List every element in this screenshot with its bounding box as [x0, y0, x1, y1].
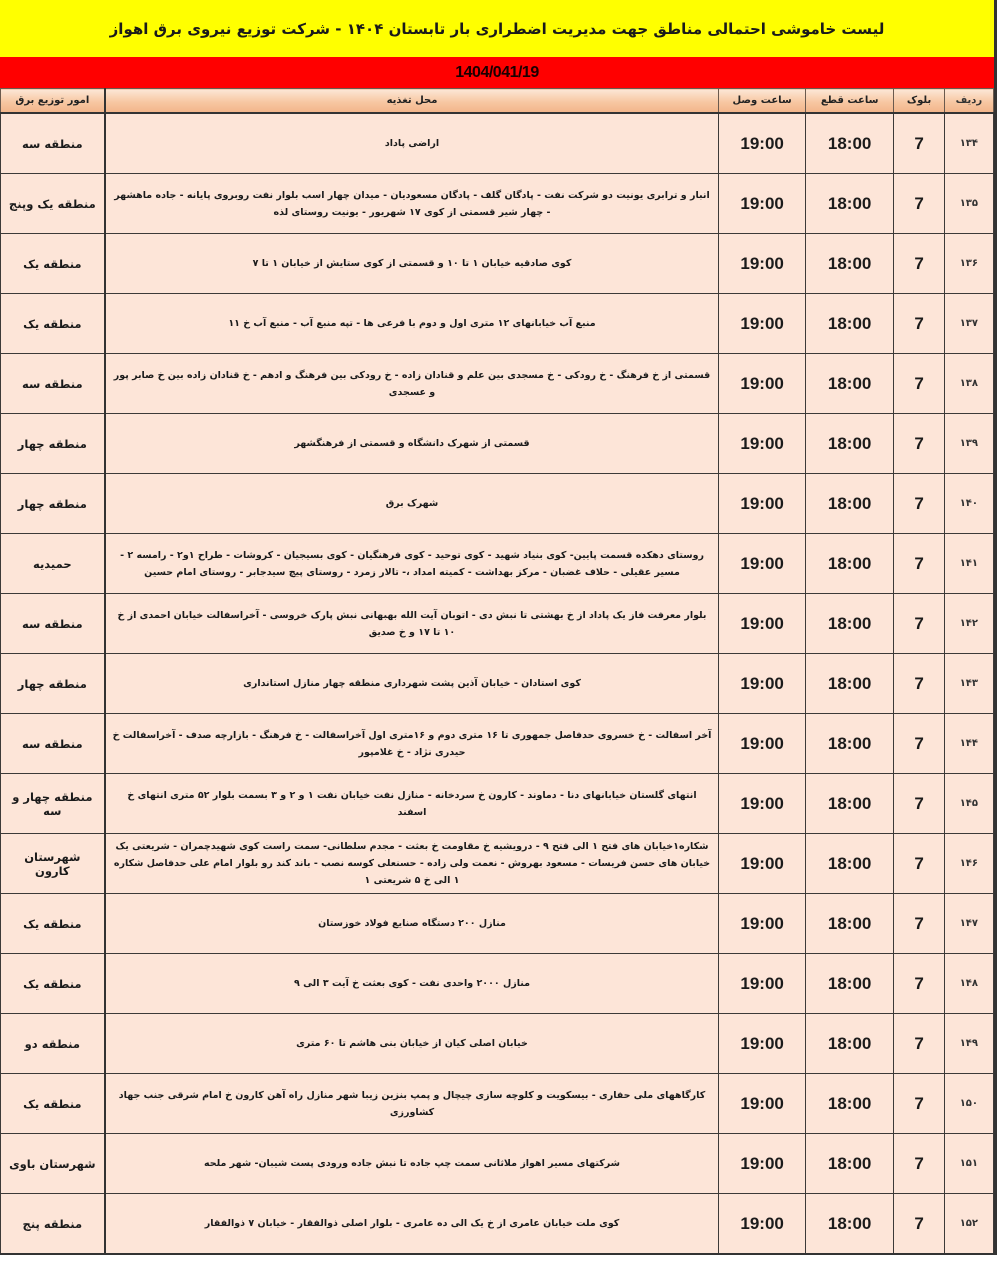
cell-radif: ۱۳۸: [944, 354, 993, 414]
cell-radif: ۱۴۴: [944, 714, 993, 774]
cell-cut-time: 18:00: [805, 354, 894, 414]
header-radif: ردیف: [944, 89, 993, 114]
cell-district: منطقه یک: [1, 1074, 105, 1134]
cell-radif: ۱۵۰: [944, 1074, 993, 1134]
cell-district: شهرستان باوی: [1, 1134, 105, 1194]
cell-connect-time: 19:00: [719, 1014, 806, 1074]
cell-radif: ۱۳۶: [944, 234, 993, 294]
table-row: [1, 1134, 994, 1194]
cell-cut-time: 18:00: [805, 113, 894, 174]
cell-cut-time: 18:00: [805, 534, 894, 594]
cell-radif: ۱۴۰: [944, 474, 993, 534]
table-row: [1, 414, 994, 474]
cell-radif: ۱۴۵: [944, 774, 993, 834]
cell-radif: ۱۳۹: [944, 414, 993, 474]
cell-block: 7: [894, 774, 944, 834]
cell-district: حمیدیه: [1, 534, 105, 594]
cell-radif: ۱۴۸: [944, 954, 993, 1014]
table-row: [1, 894, 994, 954]
cell-location: روستای دهکده قسمت پایین- کوی بنیاد شهید - کوی توحید - کوی فرهنگیان - کوی بسیجیان - کروشات - طراح ۱و۲ - رامسه ۲ - مسیر عقیلی - حلاف غضبان - مرکز بهداشت - کمیته امداد ،- تالار زمرد - روستای پیچ سیدجابر - روستای امام حسین: [105, 534, 719, 594]
cell-block: 7: [894, 534, 944, 594]
cell-location: انبار و ترابری یونیت دو شرکت نفت - پادگان گلف - پادگان مسعودیان - میدان چهار اسب بلوار نفت روبروی پایانه - جاده ماهشهر - چهار شیر قسمتی از کوی ۱۷ شهریور - یونیت روستای لذه: [105, 174, 719, 234]
cell-cut-time: 18:00: [805, 474, 894, 534]
cell-location: کوی صادقیه خیابان ۱ تا ۱۰ و قسمتی از کوی ستایش از خیابان ۱ تا ۷: [105, 234, 719, 294]
cell-location: شرکتهای مسیر اهواز ملاثانی سمت چپ جاده تا نبش جاده ورودی پست شیبان- شهر ملحه: [105, 1134, 719, 1194]
table-row: [1, 714, 994, 774]
table-row: [1, 534, 994, 594]
cell-district: شهرستان کارون: [1, 834, 105, 894]
cell-district: منطقه پنج: [1, 1194, 105, 1255]
cell-block: 7: [894, 474, 944, 534]
cell-district: منطقه یک وپنج: [1, 174, 105, 234]
cell-location: آخر اسفالت - خ خسروی حدفاصل جمهوری تا ۱۶ متری دوم و ۱۶متری اول آخراسفالت - خ فرهنگ - بازارچه صدف - آخراسفالت خ حیدری نژاد - خ غلامپور: [105, 714, 719, 774]
table-row: [1, 654, 994, 714]
cell-location: قسمتی از شهرک دانشگاه و قسمتی از فرهنگشهر: [105, 414, 719, 474]
schedule-date: 1404/041/19: [455, 63, 539, 81]
cell-block: 7: [894, 714, 944, 774]
cell-block: 7: [894, 594, 944, 654]
cell-block: 7: [894, 234, 944, 294]
cell-block: 7: [894, 1074, 944, 1134]
cell-block: 7: [894, 954, 944, 1014]
table-row: [1, 1074, 994, 1134]
cell-connect-time: 19:00: [719, 174, 806, 234]
cell-cut-time: 18:00: [805, 894, 894, 954]
cell-block: 7: [894, 654, 944, 714]
cell-district: منطقه چهار و سه: [1, 774, 105, 834]
table-row: [1, 834, 994, 894]
cell-location: کوی ملت خیابان عامری از خ یک الی ده عامری - بلوار اصلی ذوالفقار - خیابان ۷ ذوالفقار: [105, 1194, 719, 1255]
cell-radif: ۱۴۱: [944, 534, 993, 594]
cell-district: منطقه یک: [1, 894, 105, 954]
cell-connect-time: 19:00: [719, 834, 806, 894]
date-banner: [0, 57, 994, 88]
cell-connect-time: 19:00: [719, 594, 806, 654]
cell-location: شهرک برق: [105, 474, 719, 534]
cell-location: کارگاههای ملی حفاری - بیسکویت و کلوچه سازی چیچال و پمپ بنزین زیبا شهر منازل راه آهن کارون خ امام شرقی جنب جهاد کشاورزی: [105, 1074, 719, 1134]
header-cut-time: ساعت قطع: [805, 89, 894, 114]
cell-radif: ۱۳۷: [944, 294, 993, 354]
cell-radif: ۱۴۳: [944, 654, 993, 714]
table-row: [1, 234, 994, 294]
cell-radif: ۱۴۹: [944, 1014, 993, 1074]
cell-location: خیابان اصلی کیان از خیابان بنی هاشم تا ۶۰ متری: [105, 1014, 719, 1074]
cell-connect-time: 19:00: [719, 354, 806, 414]
cell-cut-time: 18:00: [805, 294, 894, 354]
cell-district: منطقه سه: [1, 113, 105, 174]
cell-connect-time: 19:00: [719, 1134, 806, 1194]
cell-cut-time: 18:00: [805, 954, 894, 1014]
cell-cut-time: 18:00: [805, 594, 894, 654]
cell-cut-time: 18:00: [805, 1014, 894, 1074]
cell-connect-time: 19:00: [719, 474, 806, 534]
cell-district: منطقه چهار: [1, 654, 105, 714]
cell-connect-time: 19:00: [719, 234, 806, 294]
cell-block: 7: [894, 414, 944, 474]
cell-location: اراضی پاداد: [105, 113, 719, 174]
cell-block: 7: [894, 294, 944, 354]
table-row: [1, 294, 994, 354]
cell-connect-time: 19:00: [719, 294, 806, 354]
table-header-row: [1, 89, 994, 114]
table-row: [1, 774, 994, 834]
cell-connect-time: 19:00: [719, 714, 806, 774]
cell-cut-time: 18:00: [805, 1194, 894, 1255]
table-row: [1, 474, 994, 534]
table-row: [1, 954, 994, 1014]
cell-connect-time: 19:00: [719, 654, 806, 714]
cell-connect-time: 19:00: [719, 1074, 806, 1134]
cell-connect-time: 19:00: [719, 113, 806, 174]
cell-district: منطقه سه: [1, 354, 105, 414]
cell-cut-time: 18:00: [805, 774, 894, 834]
table-row: [1, 354, 994, 414]
cell-location: منازل ۲۰۰ دستگاه صنایع فولاد خوزستان: [105, 894, 719, 954]
table-row: [1, 1014, 994, 1074]
header-district: امور توزیع برق: [1, 89, 105, 114]
table-row: [1, 1194, 994, 1255]
cell-connect-time: 19:00: [719, 414, 806, 474]
cell-block: 7: [894, 174, 944, 234]
cell-location: قسمتی از خ فرهنگ - خ رودکی - خ مسجدی بین علم و قنادان زاده - خ رودکی بین فرهنگ و ادهم - خ قنادان زاده بین خ صابر پور و عسجدی: [105, 354, 719, 414]
cell-radif: ۱۵۲: [944, 1194, 993, 1255]
cell-cut-time: 18:00: [805, 174, 894, 234]
cell-connect-time: 19:00: [719, 534, 806, 594]
cell-block: 7: [894, 354, 944, 414]
cell-block: 7: [894, 1134, 944, 1194]
cell-cut-time: 18:00: [805, 234, 894, 294]
title-banner: [0, 0, 994, 57]
document-title: لیست خاموشی احتمالی مناطق جهت مدیریت اضطراری بار تابستان ۱۴۰۴ - شرکت توزیع نیروی برق اهواز: [109, 19, 885, 38]
cell-connect-time: 19:00: [719, 774, 806, 834]
cell-location: منازل ۲۰۰۰ واحدی نفت - کوی بعثت خ آیت ۳ الی ۹: [105, 954, 719, 1014]
cell-district: منطقه چهار: [1, 474, 105, 534]
cell-radif: ۱۴۶: [944, 834, 993, 894]
cell-block: 7: [894, 113, 944, 174]
table-row: [1, 174, 994, 234]
cell-location: بلوار معرفت فاز یک پاداد از خ بهشتی تا نبش دی - اتوبان آیت الله بهبهانی نبش پارک خروسی - آخراسفالت خیابان احمدی از خ ۱۰ تا ۱۷ و خ صدیق: [105, 594, 719, 654]
cell-location: کوی استادان - خیابان آذین پشت شهرداری منطقه چهار منازل استانداری: [105, 654, 719, 714]
cell-location: منبع آب خیابانهای ۱۲ متری اول و دوم با فرعی ها - تپه منبع آب - منبع آب خ ۱۱: [105, 294, 719, 354]
cell-location: انتهای گلستان خیابانهای دنا - دماوند - کارون خ سردخانه - منازل نفت خیابان نفت ۱ و ۲ و ۳ بسمت بلوار ۵۲ متری انتهای خ اسفند: [105, 774, 719, 834]
cell-district: منطقه سه: [1, 594, 105, 654]
cell-district: منطقه یک: [1, 234, 105, 294]
cell-radif: ۱۵۱: [944, 1134, 993, 1194]
cell-cut-time: 18:00: [805, 1134, 894, 1194]
cell-district: منطقه یک: [1, 954, 105, 1014]
table-row: [1, 594, 994, 654]
header-block: بلوک: [894, 89, 944, 114]
cell-cut-time: 18:00: [805, 714, 894, 774]
outage-table: [0, 88, 994, 1255]
cell-connect-time: 19:00: [719, 1194, 806, 1255]
header-location: محل تغذیه: [105, 89, 719, 114]
cell-cut-time: 18:00: [805, 654, 894, 714]
cell-connect-time: 19:00: [719, 954, 806, 1014]
table-row: [1, 113, 994, 174]
cell-cut-time: 18:00: [805, 834, 894, 894]
cell-block: 7: [894, 894, 944, 954]
cell-district: منطقه سه: [1, 714, 105, 774]
cell-radif: ۱۴۲: [944, 594, 993, 654]
cell-radif: ۱۳۴: [944, 113, 993, 174]
cell-radif: ۱۴۷: [944, 894, 993, 954]
header-connect-time: ساعت وصل: [719, 89, 806, 114]
cell-district: منطقه یک: [1, 294, 105, 354]
cell-location: شکاره۱خیابان های فتح ۱ الی فتح ۹ - درویشیه خ مقاومت خ بعثت - مجدم سلطانی- سمت راست کوی شهیدچمران - شریعتی یک خیابان های حسن فریسات - مسعود بهروش - نعمت ولی زاده - حسنعلی کوسه نصب - باند کند رو بلوار امام علی حدفاصل شکاره ۱ الی خ ۵ شریعتی ۱: [105, 834, 719, 894]
cell-block: 7: [894, 1014, 944, 1074]
cell-cut-time: 18:00: [805, 1074, 894, 1134]
cell-block: 7: [894, 1194, 944, 1255]
cell-cut-time: 18:00: [805, 414, 894, 474]
cell-radif: ۱۳۵: [944, 174, 993, 234]
cell-district: منطقه چهار: [1, 414, 105, 474]
cell-district: منطقه دو: [1, 1014, 105, 1074]
cell-block: 7: [894, 834, 944, 894]
cell-connect-time: 19:00: [719, 894, 806, 954]
